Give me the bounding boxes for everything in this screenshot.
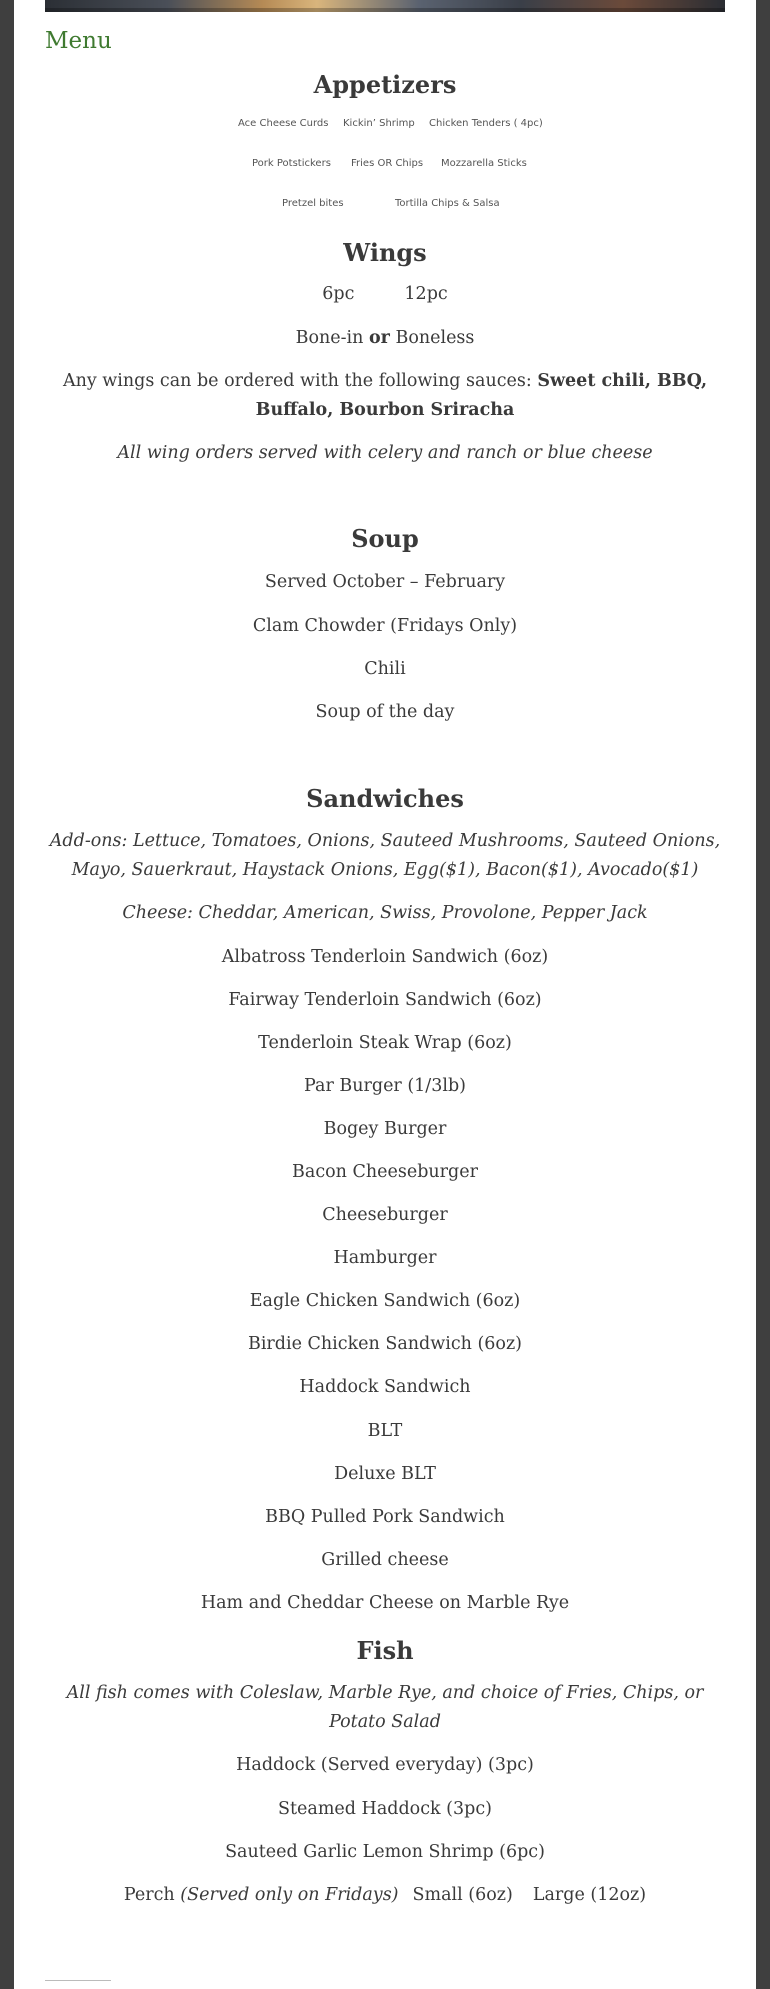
sandwich-item: BLT bbox=[367, 1421, 403, 1441]
wing-or: or bbox=[368, 328, 390, 348]
appetizer-item: Fries OR Chips bbox=[351, 158, 424, 169]
page-title: Menu bbox=[45, 28, 112, 54]
page bbox=[14, 0, 756, 1989]
soup-item: Chili bbox=[364, 659, 406, 679]
header-image bbox=[45, 0, 725, 12]
sandwich-item: Birdie Chicken Sandwich (6oz) bbox=[247, 1334, 523, 1354]
sandwich-addons bbox=[45, 827, 725, 885]
wing-size-small: 6pc bbox=[322, 284, 355, 304]
wing-sizes bbox=[45, 280, 725, 309]
sandwiches-heading: Sandwiches bbox=[306, 784, 464, 813]
sandwich-item: Deluxe BLT bbox=[334, 1464, 436, 1484]
sandwich-item: Albatross Tenderloin Sandwich (6oz) bbox=[221, 947, 549, 967]
sandwich-item: Tenderloin Steak Wrap (6oz) bbox=[258, 1033, 512, 1053]
appetizer-item: Tortilla Chips & Salsa bbox=[395, 198, 500, 209]
sandwich-item: BBQ Pulled Pork Sandwich bbox=[265, 1507, 505, 1527]
wing-style bbox=[45, 324, 725, 353]
fish-note bbox=[45, 1679, 725, 1737]
perch-label: Perch bbox=[123, 1885, 175, 1905]
wing-note: All wing orders served with celery and ranch or blue cheese bbox=[117, 443, 653, 463]
footer-divider bbox=[45, 1980, 111, 1981]
sandwich-cheese: Cheese: Cheddar, American, Swiss, Provolone, Pepper Jack bbox=[122, 903, 648, 923]
appetizer-item: Mozzarella Sticks bbox=[441, 158, 527, 169]
perch-large: Large (12oz) bbox=[532, 1885, 647, 1905]
wing-sauces bbox=[45, 367, 725, 425]
sandwich-item: Par Burger (1/3lb) bbox=[304, 1076, 466, 1096]
sandwich-item: Bacon Cheeseburger bbox=[292, 1162, 478, 1182]
soup-item: Soup of the day bbox=[315, 702, 455, 722]
soup-item: Clam Chowder (Fridays Only) bbox=[252, 616, 518, 636]
sandwich-item: Cheeseburger bbox=[322, 1205, 448, 1225]
wing-sauces-line2: Buffalo, Bourbon Sriracha bbox=[255, 400, 515, 420]
sandwich-item: Bogey Burger bbox=[323, 1119, 447, 1139]
fish-note-line2: Potato Salad bbox=[329, 1712, 441, 1732]
appetizer-item: Chicken Tenders ( 4pc) bbox=[429, 118, 543, 129]
fish-note-line1: All fish comes with Coleslaw, Marble Rye, and choice of Fries, Chips, or bbox=[66, 1683, 704, 1703]
appetizer-item: Kickin’ Shrimp bbox=[343, 118, 415, 129]
soup-heading: Soup bbox=[351, 524, 419, 553]
wing-size-large: 12pc bbox=[404, 284, 448, 304]
wing-bone-in: Bone-in bbox=[295, 328, 364, 348]
sandwich-item: Eagle Chicken Sandwich (6oz) bbox=[249, 1291, 521, 1311]
wing-sauce-intro: Any wings can be ordered with the following sauces: bbox=[62, 371, 532, 391]
appetizers-heading: Appetizers bbox=[313, 70, 457, 99]
fish-item: Sauteed Garlic Lemon Shrimp (6pc) bbox=[225, 1842, 545, 1862]
sandwich-item: Fairway Tenderloin Sandwich (6oz) bbox=[228, 990, 542, 1010]
fish-item: Steamed Haddock (3pc) bbox=[278, 1799, 492, 1819]
perch-small: Small (6oz) bbox=[412, 1885, 513, 1905]
soup-item: Served October – February bbox=[264, 572, 506, 592]
fish-item: Haddock (Served everyday) (3pc) bbox=[236, 1755, 534, 1775]
appetizer-item: Pretzel bites bbox=[282, 198, 344, 209]
sandwich-addons-line1: Add-ons: Lettuce, Tomatoes, Onions, Sauteed Mushrooms, Sauteed Onions, bbox=[49, 831, 721, 851]
wings-heading: Wings bbox=[343, 238, 427, 267]
sandwich-addons-line2: Mayo, Sauerkraut, Haystack Onions, Egg($1), Bacon($1), Avocado($1) bbox=[71, 860, 699, 880]
sandwich-item: Hamburger bbox=[333, 1248, 437, 1268]
sandwich-item: Grilled cheese bbox=[321, 1550, 449, 1570]
fish-heading: Fish bbox=[356, 1636, 414, 1665]
wing-boneless: Boneless bbox=[395, 328, 475, 348]
sandwich-item: Ham and Cheddar Cheese on Marble Rye bbox=[200, 1593, 570, 1613]
fish-perch bbox=[45, 1881, 725, 1910]
perch-note: (Served only on Fridays) bbox=[180, 1885, 399, 1905]
appetizer-item: Ace Cheese Curds bbox=[238, 118, 329, 129]
wing-sauces-line1: Sweet chili, BBQ, bbox=[537, 371, 708, 391]
sandwich-item: Haddock Sandwich bbox=[299, 1377, 471, 1397]
appetizer-item: Pork Potstickers bbox=[252, 158, 331, 169]
